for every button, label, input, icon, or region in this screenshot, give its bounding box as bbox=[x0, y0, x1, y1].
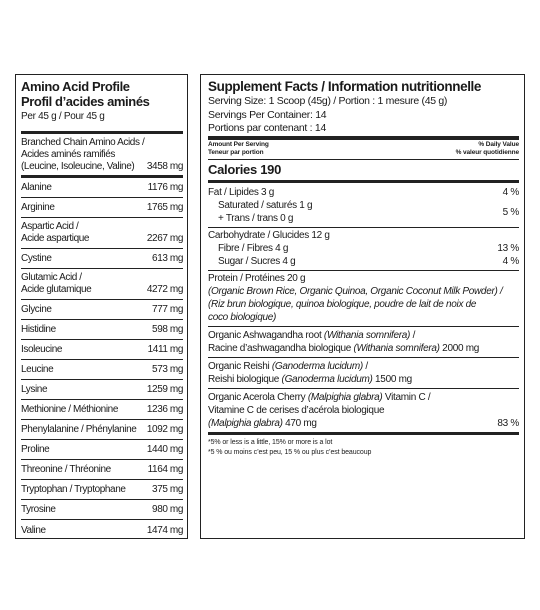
amino-row bbox=[21, 500, 183, 520]
amino-row-value: 2267 mg bbox=[146, 233, 183, 244]
protein-label: Protein / Protéines 20 g bbox=[208, 273, 306, 284]
saturated-label: Saturated / saturés 1 g bbox=[218, 200, 313, 211]
amino-row-label-line1: Isoleucine bbox=[21, 344, 63, 355]
amino-row-value: 1092 mg bbox=[146, 424, 183, 435]
servings-en: Servings Per Container: 14 bbox=[208, 109, 327, 121]
amino-row-label-line1: Lysine bbox=[21, 384, 48, 395]
amino-row bbox=[21, 249, 183, 269]
amino-bcaa-value: 3458 mg bbox=[146, 161, 183, 172]
fat-row bbox=[208, 186, 519, 199]
bcaa-line-1: Branched Chain Amino Acids / bbox=[21, 137, 145, 148]
amino-row-label-line2: Acide aspartique bbox=[21, 233, 90, 244]
amino-row-value: 1236 mg bbox=[146, 404, 183, 415]
amount-per-serving-en: Amount Per Serving bbox=[208, 141, 269, 148]
carb-label: Carbohydrate / Glucides 12 g bbox=[208, 230, 330, 241]
fibre-dv: 13 % bbox=[497, 243, 519, 254]
supp-rule-7 bbox=[208, 357, 519, 358]
amino-bcaa-label bbox=[21, 137, 144, 173]
amino-row bbox=[21, 300, 183, 320]
ash-line1-latin: (Withania somnifera) bbox=[323, 330, 411, 341]
amino-row-label-line1: Cystine bbox=[21, 253, 52, 264]
amino-row-label-line1: Proline bbox=[21, 444, 50, 455]
amino-row-label-line1: Glycine bbox=[21, 304, 52, 315]
amino-row-value: 1259 mg bbox=[146, 384, 183, 395]
protein-source-3: coco biologique) bbox=[208, 312, 277, 323]
amino-row-value: 1440 mg bbox=[146, 444, 183, 455]
amino-row-label-line1: Tryptophan / Tryptophane bbox=[21, 484, 126, 495]
ash-line2-amount: 2000 mg bbox=[439, 343, 479, 354]
amino-row-value: 573 mg bbox=[152, 364, 183, 375]
sugar-row bbox=[208, 255, 519, 268]
ash-line2-a: Racine d’ashwagandha biologique bbox=[208, 343, 354, 354]
amino-row-label-line1: Glutamic Acid / bbox=[21, 272, 82, 283]
amino-row-value: 980 mg bbox=[152, 504, 183, 515]
supplement-facts-panel bbox=[200, 74, 525, 539]
amino-row-label-line1: Valine bbox=[21, 525, 46, 536]
amino-row-label-line1: Leucine bbox=[21, 364, 54, 375]
acerola-line1-a: Organic Acerola Cherry bbox=[208, 392, 308, 403]
amino-title-fr: Profil d’acides aminés bbox=[21, 94, 150, 109]
protein-source-1: (Organic Brown Rice, Organic Quinoa, Organic Coconut Milk Powder) / bbox=[208, 286, 503, 297]
carb-row bbox=[208, 229, 519, 242]
amino-row-value: 1765 mg bbox=[146, 202, 183, 213]
supp-thick-rule-9 bbox=[208, 432, 519, 435]
serving-size: Serving Size: 1 Scoop (45g) / Portion : 1 mesure (45 g) bbox=[208, 95, 448, 107]
amino-row-label-line1: Histidine bbox=[21, 324, 56, 335]
amino-row bbox=[21, 320, 183, 340]
amino-row bbox=[21, 380, 183, 400]
amino-row bbox=[21, 198, 183, 218]
amino-row-value: 1176 mg bbox=[147, 182, 183, 193]
amino-row-label-line1: Methionine / Méthionine bbox=[21, 404, 118, 415]
acerola-line3-amount: 470 mg bbox=[282, 418, 317, 429]
amino-row-bcaa bbox=[21, 134, 183, 178]
amino-row-label bbox=[21, 344, 62, 356]
supp-rule-8 bbox=[208, 388, 519, 389]
reishi-line1-latin: (Ganoderma lucidum) bbox=[271, 361, 363, 372]
amino-row-value: 4272 mg bbox=[146, 284, 183, 295]
footnote-en: *5% or less is a little, 15% or more is a lot bbox=[208, 439, 333, 446]
reishi-block bbox=[208, 360, 519, 386]
amino-row bbox=[21, 340, 183, 360]
ashwagandha-block bbox=[208, 329, 519, 355]
amino-row-label bbox=[21, 484, 126, 496]
fibre-label: Fibre / Fibres 4 g bbox=[218, 243, 289, 254]
reishi-line2-amount: 1500 mg bbox=[372, 374, 412, 385]
amino-row-label bbox=[21, 221, 89, 245]
amino-row-value: 613 mg bbox=[152, 253, 183, 264]
amino-row bbox=[21, 360, 183, 380]
supp-thick-rule-3 bbox=[208, 180, 519, 183]
amino-row-label bbox=[21, 182, 52, 194]
amino-row-label bbox=[21, 272, 91, 296]
amino-row bbox=[21, 480, 183, 500]
amino-row bbox=[21, 460, 183, 480]
amino-row-label bbox=[21, 504, 56, 516]
supp-title: Supplement Facts / Information nutritionnelle bbox=[208, 79, 482, 94]
sugar-dv: 4 % bbox=[502, 256, 519, 267]
amino-row bbox=[21, 400, 183, 420]
acerola-dv: 83 % bbox=[497, 418, 519, 429]
reishi-line1-a: Organic Reishi bbox=[208, 361, 272, 372]
ash-line1-a: Organic Ashwagandha root bbox=[208, 330, 324, 341]
amino-row-label bbox=[21, 424, 136, 436]
amino-row-label bbox=[21, 253, 52, 265]
amino-row-value: 777 mg bbox=[152, 304, 183, 315]
protein-source-2: (Riz brun biologique, quinoa biologique, poudre de lait de noix de bbox=[208, 299, 477, 310]
daily-value-en: % Daily Value bbox=[478, 141, 519, 148]
amino-row-label bbox=[21, 384, 47, 396]
amino-row-label-line1: Alanine bbox=[21, 182, 52, 193]
amino-row bbox=[21, 218, 183, 249]
bcaa-line-3: (Leucine, Isoleucine, Valine) bbox=[21, 161, 135, 172]
acerola-line2: Vitamine C de cerises d’acérola biologique bbox=[208, 405, 385, 416]
amino-row-label bbox=[21, 525, 46, 537]
sugar-label: Sugar / Sucres 4 g bbox=[218, 256, 296, 267]
acerola-line1-latin: (Malpighia glabra) bbox=[307, 392, 383, 403]
amino-per-serving: Per 45 g / Pour 45 g bbox=[21, 111, 105, 122]
trans-label: + Trans / trans 0 g bbox=[218, 213, 294, 224]
ash-line2-latin: (Withania somnifera) bbox=[353, 343, 440, 354]
amino-row-value: 1411 mg bbox=[147, 344, 183, 355]
amount-header bbox=[208, 140, 519, 157]
amino-row bbox=[21, 520, 183, 540]
amino-row-value: 598 mg bbox=[152, 324, 183, 335]
acerola-block bbox=[208, 391, 519, 430]
servings-fr: Portions par contenant : 14 bbox=[208, 122, 326, 134]
amino-acid-profile-panel bbox=[15, 74, 188, 539]
amino-title-en: Amino Acid Profile bbox=[21, 79, 130, 94]
daily-value-fr: % valeur quotidienne bbox=[455, 149, 519, 156]
bcaa-line-2: Acides aminés ramifiés bbox=[21, 149, 116, 160]
amino-row-label bbox=[21, 404, 118, 416]
amino-row-value: 375 mg bbox=[152, 484, 183, 495]
amino-row bbox=[21, 440, 183, 460]
calories: Calories 190 bbox=[208, 162, 282, 177]
acerola-line1-c: Vitamin C / bbox=[382, 392, 431, 403]
reishi-line2-a: Reishi biologique bbox=[208, 374, 282, 385]
amino-row-label-line1: Tyrosine bbox=[21, 504, 56, 515]
amino-row-value: 1164 mg bbox=[147, 464, 183, 475]
amino-row-label-line1: Phenylalanine / Phénylanine bbox=[21, 424, 137, 435]
amino-row-label bbox=[21, 444, 49, 456]
amino-row-label bbox=[21, 324, 56, 336]
fat-label: Fat / Lipides 3 g bbox=[208, 187, 275, 198]
supp-rule-2 bbox=[208, 159, 519, 160]
supp-rule-5 bbox=[208, 270, 519, 271]
protein-block bbox=[208, 272, 519, 324]
amino-row-label-line1: Arginine bbox=[21, 202, 55, 213]
fat-dv: 4 % bbox=[502, 187, 519, 198]
amino-row-label-line1: Aspartic Acid / bbox=[21, 221, 79, 232]
supp-rule-4 bbox=[208, 227, 519, 228]
reishi-line1-c: / bbox=[362, 361, 368, 372]
amount-per-serving-fr: Teneur par portion bbox=[208, 149, 264, 156]
amino-row-label-line1: Threonine / Thréonine bbox=[21, 464, 111, 475]
amino-rows bbox=[21, 178, 183, 540]
supp-rule-6 bbox=[208, 326, 519, 327]
sat-trans-dv: 5 % bbox=[502, 206, 519, 218]
amino-row-label bbox=[21, 464, 111, 476]
amino-row-label bbox=[21, 304, 52, 316]
amino-row bbox=[21, 420, 183, 440]
reishi-line2-latin: (Ganoderma lucidum) bbox=[281, 374, 373, 385]
sat-trans-group bbox=[208, 199, 519, 225]
ash-line1-c: / bbox=[410, 330, 416, 341]
amino-row bbox=[21, 178, 183, 198]
footnote-fr: *5 % ou moins c’est peu, 15 % ou plus c’est beaucoup bbox=[208, 449, 372, 456]
amino-row-label-line2: Acide glutamique bbox=[21, 284, 92, 295]
amino-row-label bbox=[21, 202, 55, 214]
amino-row-label bbox=[21, 364, 53, 376]
acerola-line3-latin: (Malpighia glabra) bbox=[208, 418, 283, 429]
amino-row-value: 1474 mg bbox=[146, 525, 183, 536]
amino-row bbox=[21, 269, 183, 300]
fibre-row bbox=[208, 242, 519, 255]
